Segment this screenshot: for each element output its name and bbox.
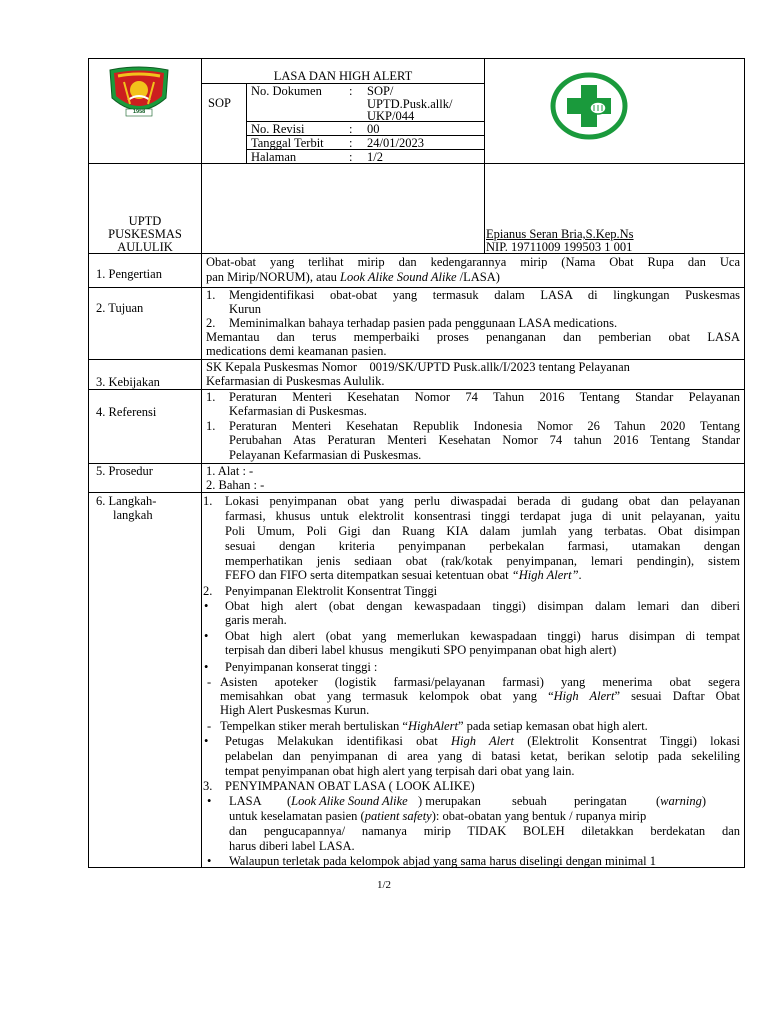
dokumen-value-2: UPTD.Pusk.allk/ <box>367 97 453 111</box>
bullet-2-line-2: terpisah dan diberi label khusus mengikuti SPO penyimpanan obat high alert) <box>225 643 617 657</box>
revisi-colon: : <box>349 122 353 136</box>
halaman-colon: : <box>349 150 353 164</box>
emblem-year: 1958 <box>133 109 146 115</box>
unit-name-1: UPTD <box>128 214 162 228</box>
bullet-4-line-3: tempat penyimpanan obat high alert yang terpisah dari obat yang lain. <box>225 764 575 778</box>
referensi-label: 4. Referensi <box>96 405 157 419</box>
bullet-5-term: (Look Alike Sound Alike <box>287 794 408 808</box>
bullet-6-line-1: Walaupun terletak pada kelompok abjad yang sama harus diselingi dengan minimal 1 <box>229 854 656 868</box>
signer-name: Epianus Seran Bria,S.Kep.Ns <box>486 227 634 241</box>
dash-icon: - <box>207 719 212 733</box>
referensi-item-2-line-3: Pelayanan Kefarmasian di Puskesmas. <box>229 448 422 462</box>
dokumen-value-1: SOP/ <box>367 84 394 98</box>
terbit-value: 24/01/2023 <box>367 136 424 150</box>
tujuan-item-2-number: 2. <box>206 316 216 330</box>
bullet-5-sebuah: sebuah <box>512 794 547 808</box>
dash-2-line-1: Tempelkan stiker merah bertuliskan “HighAlert” pada setiap kemasan obat high alert. <box>220 719 648 733</box>
dash-1-line-1: Asisten apoteker (logistik farmasi/pelayanan farmasi) yang menerima obat segera <box>220 675 740 689</box>
bullet-3-text: Penyimpanan konserat tinggi : <box>225 660 378 674</box>
bullet-icon: • <box>204 599 209 613</box>
page-number: 1/2 <box>376 879 392 891</box>
langkah-item-3-text: PENYIMPANAN OBAT LASA ( LOOK ALIKE) <box>225 779 475 793</box>
kebijakan-line-2: Kefarmasian di Puskesmas Aululik. <box>206 374 385 388</box>
tujuan-item-1-line-1: Mengidentifikasi obat-obat yang termasuk dalam LASA di lingkungan Puskesmas <box>229 288 740 302</box>
puskesmas-kabupaten-emblem <box>104 64 174 122</box>
referensi-item-2-line-2: Perubahan Atas Peraturan Menteri Kesehatan Nomor 74 tahun 2016 Tentang Standar <box>229 433 740 447</box>
bullet-5-line-2: untuk keselamatan pasien (patient safety): obat-obatan yang bentuk / rupanya mirip <box>229 809 647 823</box>
bullet-5-line-3: dan pengucapannya/ namanya mirip TIDAK BOLEH diletakkan berdekatan dan <box>229 824 740 838</box>
langkah-item-3-number: 3. <box>203 779 213 793</box>
langkah-item-1-line-1: Lokasi penyimpanan obat yang perlu diwaspadai berada di gudang obat dan pelayanan <box>225 494 740 508</box>
revisi-label: No. Revisi <box>251 122 305 136</box>
dokumen-colon: : <box>349 84 353 98</box>
bullet-4-line-2: pelabelan dan penyimpanan di area yang di batasi ketat, berikan selotip pada sekeliling <box>225 749 740 763</box>
bullet-5-line-4: harus diberi label LASA. <box>229 839 355 853</box>
bullet-icon: • <box>204 660 209 674</box>
dokumen-label: No. Dokumen <box>251 84 322 98</box>
bullet-5-lasa: LASA <box>229 794 262 808</box>
sop-label: SOP <box>208 96 231 110</box>
puskesmas-cross-logo <box>550 72 628 140</box>
tujuan-extra-line-1: Memantau dan terus memperbaiki proses penanganan dan pemberian obat LASA <box>206 330 740 344</box>
tujuan-label: 2. Tujuan <box>96 301 144 315</box>
bullet-4-line-1: Petugas Melakukan identifikasi obat High Alert (Elektrolit Konsentrat Tinggi) lokasi <box>225 734 740 748</box>
bullet-1-line-2: garis merah. <box>225 613 287 627</box>
langkah-item-1-number: 1. <box>203 494 213 508</box>
pengertian-line-1: Obat-obat yang terlihat mirip dan kedengarannya mirip (Nama Obat Rupa dan Uca <box>206 255 740 269</box>
prosedur-label: 5. Prosedur <box>96 464 153 478</box>
bullet-5-peringatan: peringatan <box>574 794 627 808</box>
bullet-5-merupakan: ) merupakan <box>418 794 481 808</box>
bullet-icon: • <box>204 629 209 643</box>
tujuan-item-2-line-1: Meminimalkan bahaya terhadap pasien pada penggunaan LASA medications. <box>229 316 618 330</box>
bullet-icon: • <box>207 854 212 868</box>
document-title: LASA DAN HIGH ALERT <box>273 69 413 83</box>
langkah-item-1-line-3: Poli Umum, Poli Gigi dan Ruang KIA dalam jumlah yang terbatas. Obat disimpan <box>225 524 740 538</box>
langkah-label-1: 6. Langkah- <box>96 494 157 508</box>
bullet-icon: • <box>204 734 209 748</box>
langkah-item-1-line-2: farmasi, khusus untuk elektrolit konsentrasi tinggi terdapat juga di unit pelayanan, yaitu <box>225 509 740 523</box>
tujuan-item-1-line-2: Kurun <box>229 302 261 316</box>
terbit-label: Tanggal Terbit <box>251 136 324 150</box>
langkah-item-2-text: Penyimpanan Elektrolit Konsentrat Tinggi <box>225 584 438 598</box>
langkah-label-2: langkah <box>113 508 153 522</box>
prosedur-alat: 1. Alat : - <box>206 464 254 478</box>
referensi-item-1-line-1: Peraturan Menteri Kesehatan Nomor 74 Tahun 2016 Tentang Standar Pelayanan <box>229 390 740 404</box>
tujuan-item-1-number: 1. <box>206 288 216 302</box>
signer-nip: NIP. 19711009 199503 1 001 <box>486 240 633 254</box>
referensi-item-2-number: 1. <box>206 419 216 433</box>
pengertian-label: 1. Pengertian <box>96 267 162 281</box>
dokumen-value-3: UKP/044 <box>367 109 415 123</box>
tujuan-extra-line-2: medications demi keamanan pasien. <box>206 344 387 358</box>
revisi-value: 00 <box>367 122 380 136</box>
referensi-item-1-number: 1. <box>206 390 216 404</box>
terbit-colon: : <box>349 136 353 150</box>
dash-1-line-3: High Alert Puskesmas Kurun. <box>220 703 370 717</box>
halaman-value: 1/2 <box>367 150 383 164</box>
bullet-5-warning: (warning) <box>656 794 707 808</box>
referensi-item-1-line-2: Kefarmasian di Puskesmas. <box>229 404 367 418</box>
bullet-1-line-1: Obat high alert (obat dengan kewaspadaan tinggi) disimpan dalam lemari dan diberi <box>225 599 740 613</box>
langkah-item-1-line-4: sesuai dengan kriteria penyimpanan perbekalan farmasi, utamakan dengan <box>225 539 740 553</box>
bullet-2-line-1: Obat high alert (obat yang memerlukan kewaspadaan tinggi) harus disimpan di tempat <box>225 629 740 643</box>
prosedur-bahan: 2. Bahan : - <box>206 478 265 492</box>
referensi-item-2-line-1: Peraturan Menteri Kesehatan Republik Indonesia Nomor 26 Tahun 2020 Tentang <box>229 419 740 433</box>
pengertian-line-2: pan Mirip/NORUM), atau Look Alike Sound Alike /LASA) <box>206 270 500 284</box>
halaman-label: Halaman <box>251 150 297 164</box>
kebijakan-line-1: SK Kepala Puskesmas Nomor 0019/SK/UPTD Pusk.allk/I/2023 tentang Pelayanan <box>206 360 630 374</box>
dash-icon: - <box>207 675 212 689</box>
langkah-item-2-number: 2. <box>203 584 213 598</box>
unit-name-3: AULULIK <box>117 240 173 254</box>
unit-name-2: PUSKESMAS <box>108 227 182 241</box>
langkah-item-1-line-6: FEFO dan FIFO serta ditempatkan sesuai ketentuan obat “High Alert”. <box>225 568 582 582</box>
kebijakan-label: 3. Kebijakan <box>96 375 160 389</box>
langkah-item-1-line-5: memperhatikan jenis sediaan obat (rak/kotak penyimpanan, lemari pendingin), sistem <box>225 554 740 568</box>
dash-1-line-2: memisahkan obat yang termasuk kelompok obat yang “High Alert” sesuai Daftar Obat <box>220 689 740 703</box>
bullet-icon: • <box>207 794 212 808</box>
